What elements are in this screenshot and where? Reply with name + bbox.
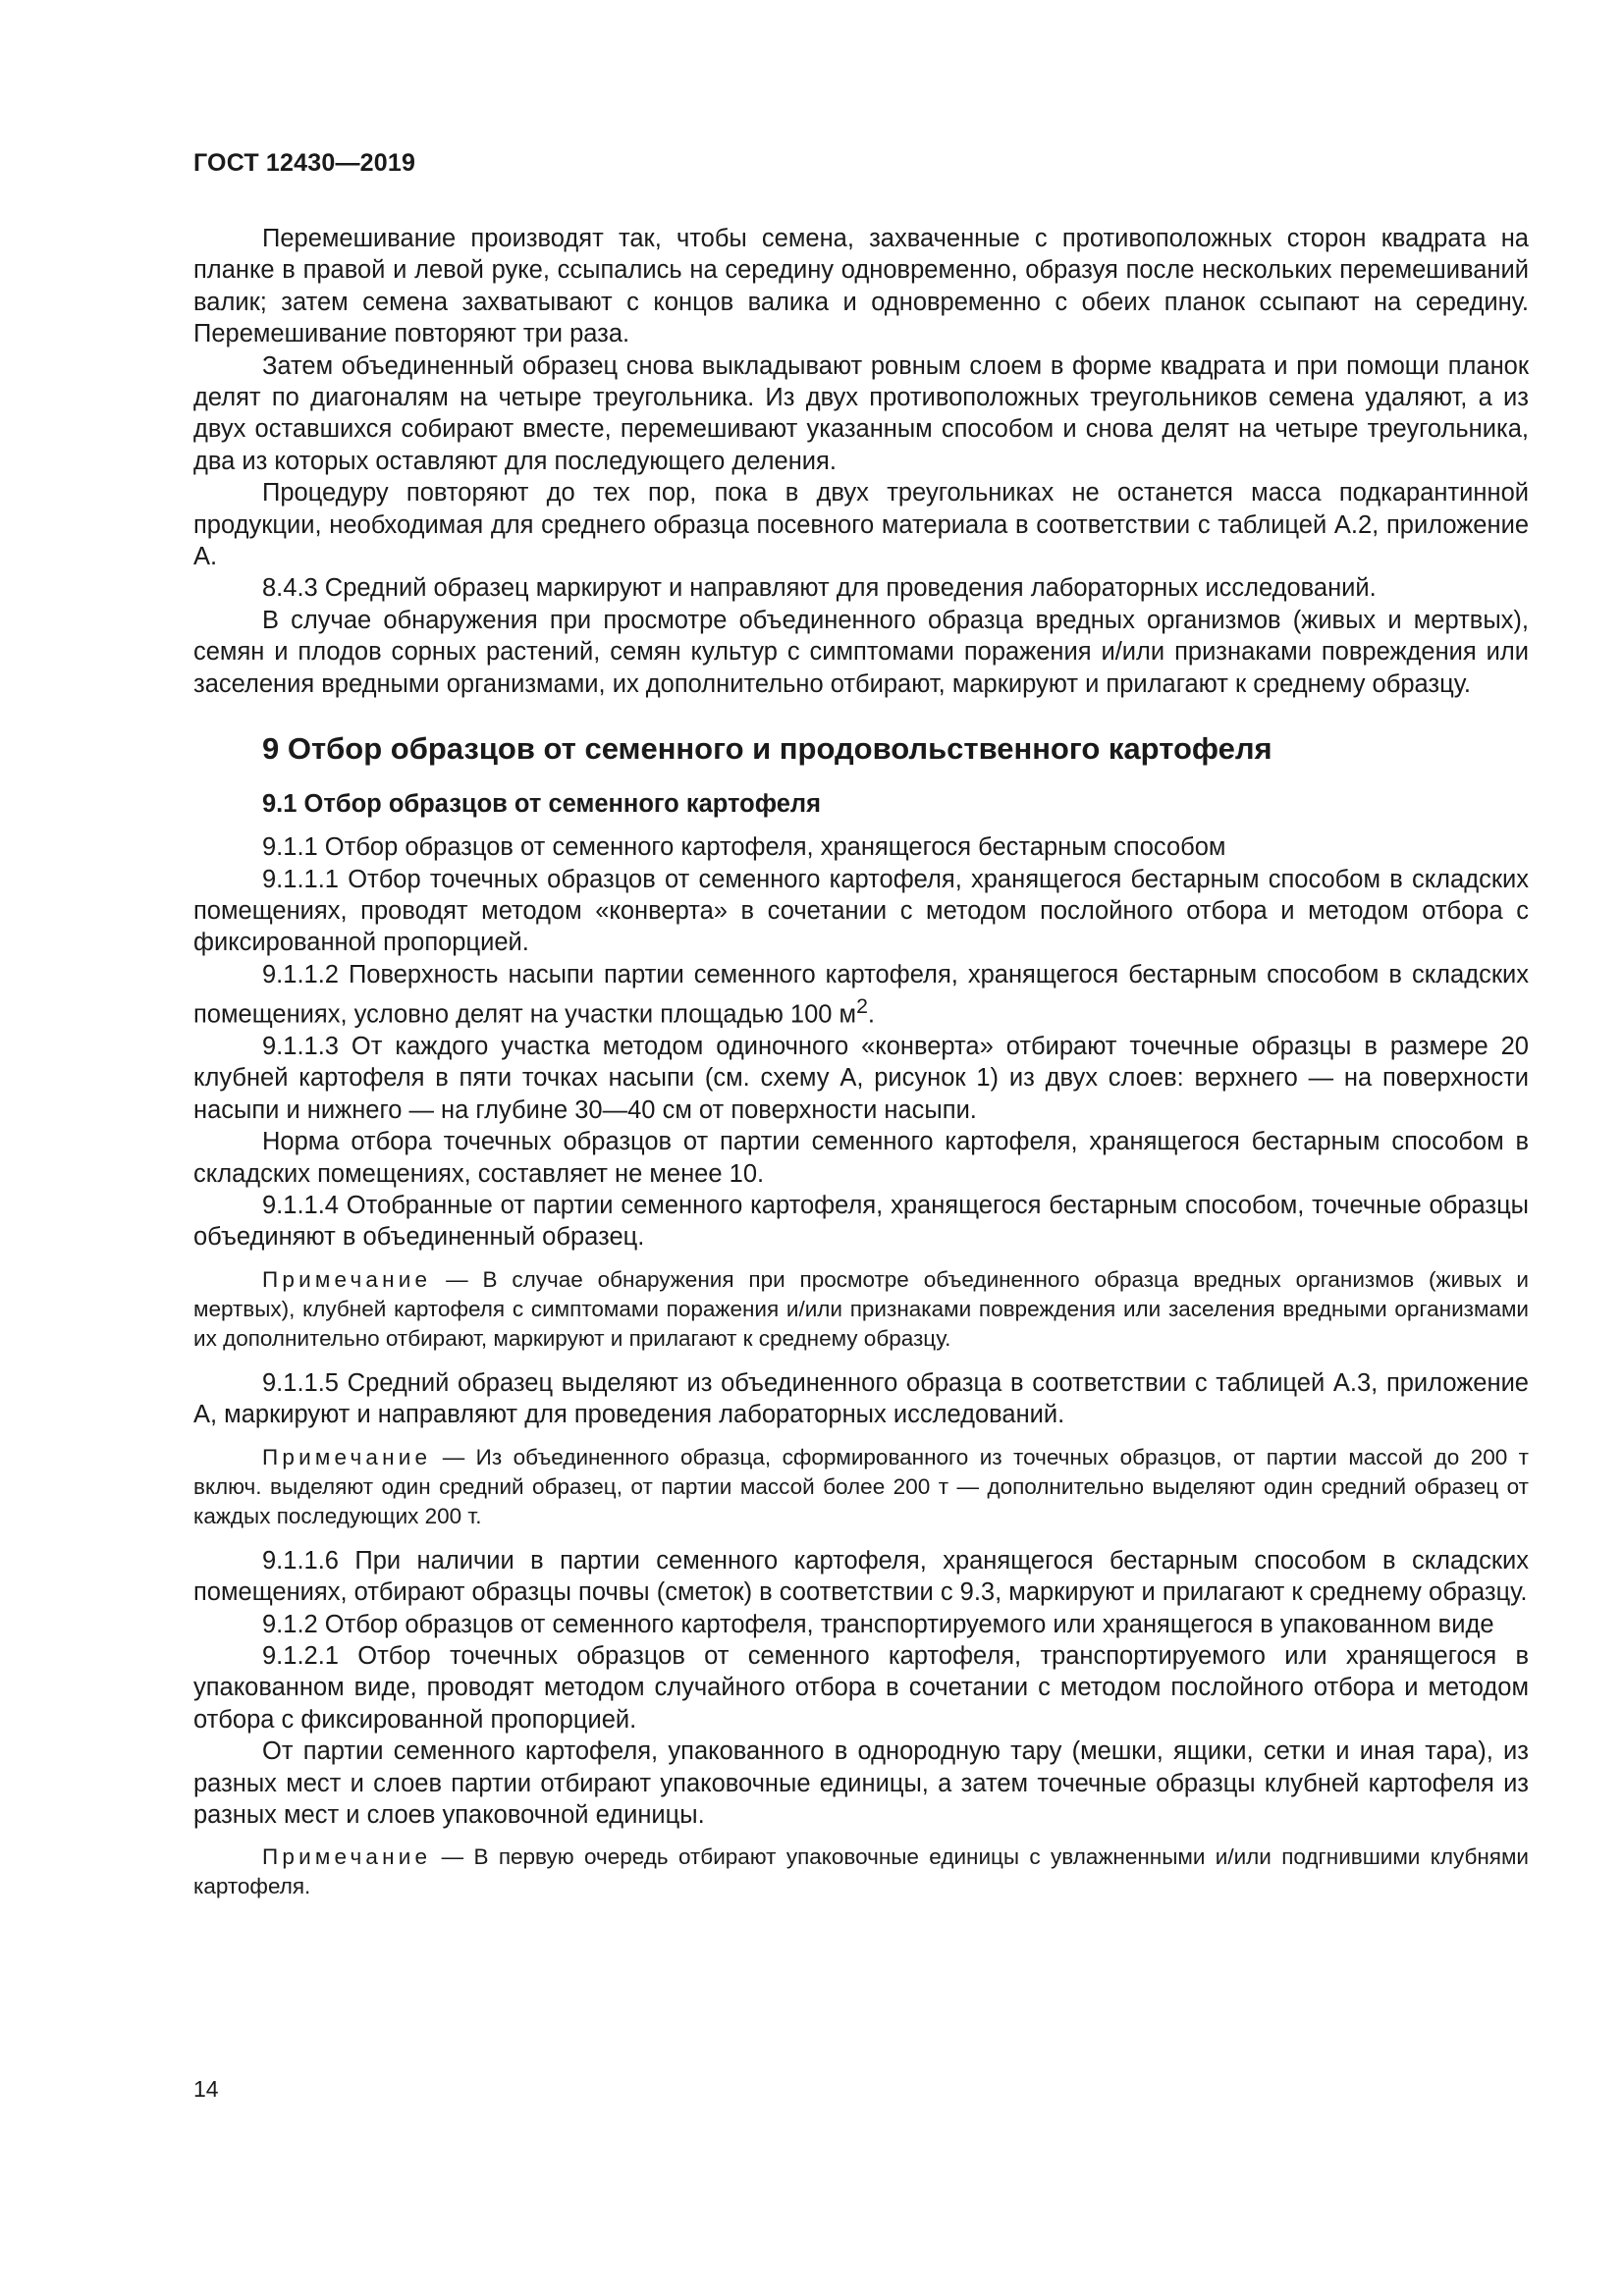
paragraph: Перемешивание производят так, чтобы семена, захваченные с противоположных сторон квадрата на планке в правой и левой руке, ссыпались на середину одновременно, образуя после нескольких перемешиваний валик; затем семена захватывают с концов валика и одновременно с обеих планок ссыпают на середину. Перемешивание повторяют три раза. <box>193 225 1529 348</box>
paragraph-with-superscript <box>193 959 1529 1031</box>
superscript: 2 <box>856 994 868 1019</box>
paragraph: 9.1.2.1 Отбор точечных образцов от семенного картофеля, транспортируемого или хранящегося в упакованном виде, проводят методом случайного отбора в сочетании с методом послойного отбора и методом отбора с фиксированной пропорцией. <box>193 1641 1529 1734</box>
page-number: 14 <box>193 2076 219 2102</box>
note <box>193 1443 1529 1531</box>
paragraph: 9.1.2 Отбор образцов от семенного картофеля, транспортируемого или хранящегося в упакованном виде <box>262 1610 1494 1638</box>
paragraph: 9.1.1.4 Отобранные от партии семенного картофеля, хранящегося бестарным способом, точечные образцы объединяют в объединенный образец. <box>193 1192 1529 1252</box>
document-code-header: ГОСТ 12430—2019 <box>193 149 416 177</box>
paragraph: Процедуру повторяют до тех пор, пока в двух треугольниках не останется масса подкарантинной продукции, необходимая для среднего образца посевного материала в соответствии с таблицей А.2, приложение А. <box>193 479 1529 571</box>
note <box>193 1842 1529 1901</box>
note-label: Примечание <box>262 1444 432 1469</box>
subsection-heading: 9.1 Отбор образцов от семенного картофеля <box>262 790 821 819</box>
paragraph: От партии семенного картофеля, упакованного в однородную тару (мешки, ящики, сетки и иная тара), из разных мест и слоев партии отбирают упаковочные единицы, а затем точечные образцы клубней картофеля из разных мест и слоев упаковочной единицы. <box>193 1737 1529 1829</box>
note-text: — В случае обнаружения при просмотре объединенного образца вредных организмов (живых и мертвых), клубней картофеля с симптомами поражения и/или признаками повреждения или заселения вредными организмами их дополнительно отбирают, маркируют и прилагают к среднему образцу. <box>193 1266 1529 1351</box>
note-text: — Из объединенного образца, сформированного из точечных образцов, от партии массой до 200 т включ. выделяют один средний образец, от партии массой более 200 т — дополнительно выделяют один средний образец от каждых последующих 200 т. <box>193 1444 1529 1528</box>
paragraph: Затем объединенный образец снова выкладывают ровным слоем в форме квадрата и при помощи планок делят по диагоналям на четыре треугольника. Из двух противоположных треугольников семена удаляют, а из двух оставшихся собирают вместе, перемешивают указанным способом и снова делят на четыре треугольника, два из которых оставляют для последующего деления. <box>193 351 1529 475</box>
paragraph: 9.1.1.6 При наличии в партии семенного картофеля, хранящегося бестарным способом в складских помещениях, отбирают образцы почвы (сметок) в соответствии с 9.3, маркируют и прилагают к среднему образцу. <box>193 1546 1529 1607</box>
paragraph: 9.1.1 Отбор образцов от семенного картофеля, хранящегося бестарным способом <box>262 833 1226 862</box>
section-heading: 9 Отбор образцов от семенного и продовольственного картофеля <box>262 731 1272 767</box>
paragraph: 9.1.1.3 От каждого участка методом одиночного «конверта» отбирают точечные образцы в размере 20 клубней картофеля в пяти точках насыпи (см. схему А, рисунок 1) из двух слоев: верхнего — на поверхности насыпи и нижнего — на глубине 30—40 см от поверхности насыпи. <box>193 1033 1529 1124</box>
document-body <box>193 223 1529 1915</box>
note-label: Примечание <box>262 1844 432 1870</box>
paragraph: 9.1.1.1 Отбор точечных образцов от семенного картофеля, хранящегося бестарным способом в складских помещениях, проводят методом «конверта» в сочетании с методом послойного отбора и методом отбора с фиксированной пропорцией. <box>193 865 1529 957</box>
paragraph: 8.4.3 Средний образец маркируют и направляют для проведения лабораторных исследований. <box>262 574 1377 603</box>
paragraph: В случае обнаружения при просмотре объединенного образца вредных организмов (живых и мертвых), семян и плодов сорных растений, семян культур с симптомами поражения и/или признаками повреждения или заселения вредными организмами, их дополнительно отбирают, маркируют и прилагают к среднему образцу. <box>193 606 1529 698</box>
paragraph: 9.1.1.5 Средний образец выделяют из объединенного образца в соответствии с таблицей А.3, приложение А, маркируют и направляют для проведения лабораторных исследований. <box>193 1368 1529 1429</box>
paragraph-text: 9.1.1.2 Поверхность насыпи партии семенного картофеля, хранящегося бестарным способом в складских помещениях, условно делят на участки площадью 100 м <box>193 960 1529 1029</box>
note-text: — В первую очередь отбирают упаковочные единицы с увлажненными и/или подгнившими клубнями картофеля. <box>193 1844 1529 1899</box>
paragraph: Норма отбора точечных образцов от партии семенного картофеля, хранящегося бестарным способом в складских помещениях, составляет не менее 10. <box>193 1128 1529 1188</box>
paragraph-end: . <box>867 1000 876 1029</box>
note-label: Примечание <box>262 1266 432 1292</box>
note <box>193 1265 1529 1354</box>
